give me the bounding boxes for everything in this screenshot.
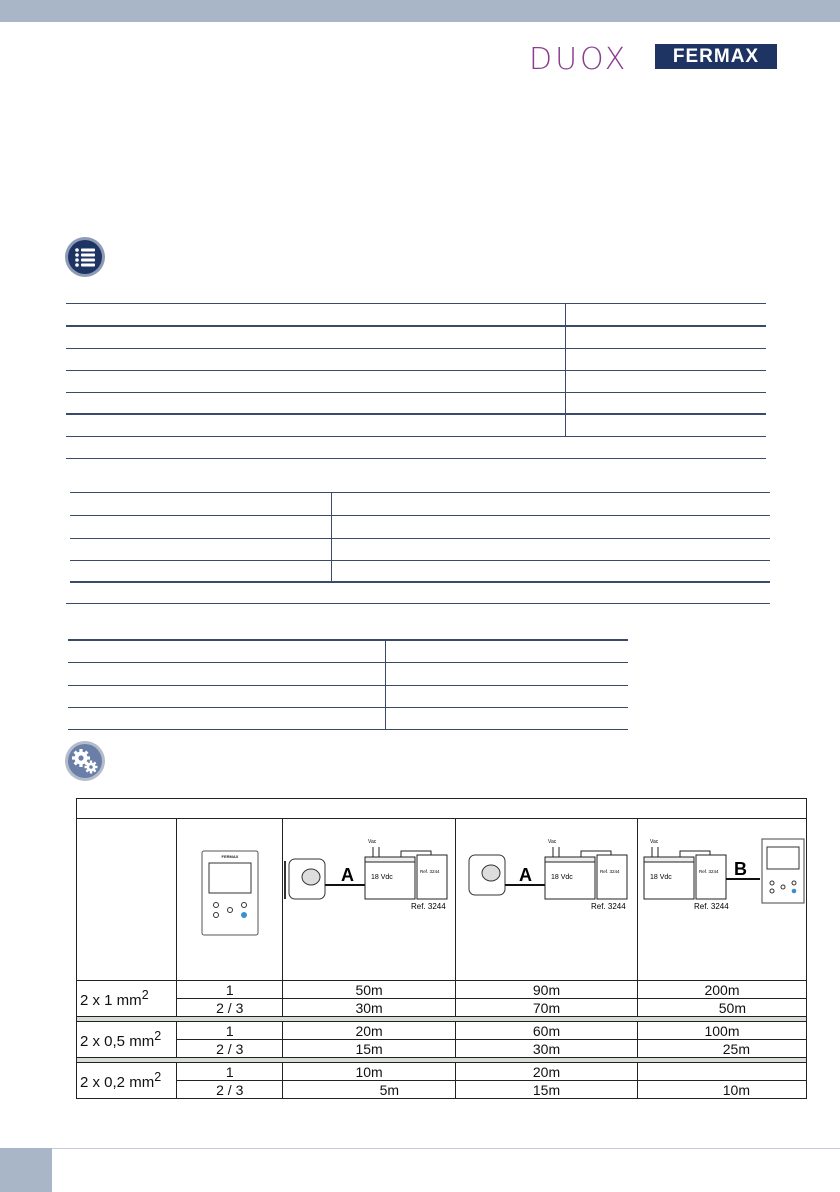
table-row (77, 999, 807, 1017)
distance-cell: 70m (456, 999, 638, 1017)
svg-text:18 Vdc: 18 Vdc (371, 873, 393, 881)
svg-text:Vac: Vac (547, 838, 556, 845)
svg-text:A: A (518, 864, 532, 885)
svg-text:B: B (733, 858, 747, 879)
svg-text:18 Vdc: 18 Vdc (649, 873, 672, 881)
units-cell: 2 / 3 (177, 999, 283, 1017)
svg-text:Ref. 3244: Ref. 3244 (599, 868, 620, 874)
monitor-image (198, 849, 262, 939)
diagram-b-cell (637, 819, 806, 981)
duox-logo: DUOX (529, 42, 629, 77)
distance-cell: 15m (456, 1081, 638, 1099)
top-bar (0, 0, 840, 22)
svg-text:Ref. 3244: Ref. 3244 (420, 868, 440, 874)
wiring-diagram-a2 (461, 835, 633, 925)
distance-cell: 30m (283, 999, 456, 1017)
svg-text:Ref. 3244: Ref. 3244 (590, 901, 626, 911)
distance-cell: 90m (456, 981, 638, 999)
distance-cell: 15m (283, 1040, 456, 1058)
distance-cell: 200m (637, 981, 806, 999)
fermax-logo: FERMAX (655, 44, 777, 69)
units-cell: 1 (177, 1063, 283, 1081)
table-row (77, 1081, 807, 1099)
units-cell: 1 (177, 1022, 283, 1040)
gears-icon (64, 740, 106, 782)
distances-table (76, 798, 807, 1099)
svg-text:Ref. 3244: Ref. 3244 (411, 901, 446, 911)
distance-cell: 25m (637, 1040, 806, 1058)
distance-cell: 10m (637, 1081, 806, 1099)
wire-gauge-cell: 2 x 0,2 $mm^2$ (77, 1063, 177, 1099)
table-row (77, 1022, 807, 1040)
diagram-a2-cell (456, 819, 638, 981)
wire-gauge-cell: 2 x 1 $mm^2$ (77, 981, 177, 1017)
table-row (77, 1063, 807, 1081)
svg-text:Vac: Vac (649, 838, 659, 845)
table-row (77, 1040, 807, 1058)
svg-text:FERMAX: FERMAX (221, 853, 239, 859)
distance-cell: 10m (283, 1063, 456, 1081)
list-icon (64, 236, 106, 278)
table-header-row (77, 799, 807, 819)
wiring-diagram-a1 (283, 835, 455, 925)
monitor-image-cell (177, 819, 283, 981)
distance-cell: 60m (456, 1022, 638, 1040)
units-cell: 2 / 3 (177, 1040, 283, 1058)
units-cell: 1 (177, 981, 283, 999)
svg-text:Vac: Vac (368, 838, 377, 845)
distance-cell: 5m (283, 1081, 456, 1099)
distance-cell: 30m (456, 1040, 638, 1058)
svg-text:Ref. 3244: Ref. 3244 (698, 868, 719, 874)
svg-text:Ref. 3244: Ref. 3244 (693, 901, 729, 911)
wire-gauge-cell: 2 x 0,5 $mm^2$ (77, 1022, 177, 1058)
distance-cell (637, 1063, 806, 1081)
diagram-a1-cell (283, 819, 456, 981)
distance-cell: 100m (637, 1022, 806, 1040)
empty-cell (77, 819, 177, 981)
footer-line (0, 1148, 840, 1149)
svg-text:A: A (341, 864, 355, 885)
distance-cell: 20m (283, 1022, 456, 1040)
svg-text:18 Vdc: 18 Vdc (550, 873, 573, 881)
distance-cell: 20m (456, 1063, 638, 1081)
distance-cell: 50m (283, 981, 456, 999)
distance-cell: 50m (637, 999, 806, 1017)
table-row (77, 981, 807, 999)
units-cell: 2 / 3 (177, 1081, 283, 1099)
wiring-diagram-b (638, 835, 806, 925)
page-number-box (0, 1148, 52, 1192)
